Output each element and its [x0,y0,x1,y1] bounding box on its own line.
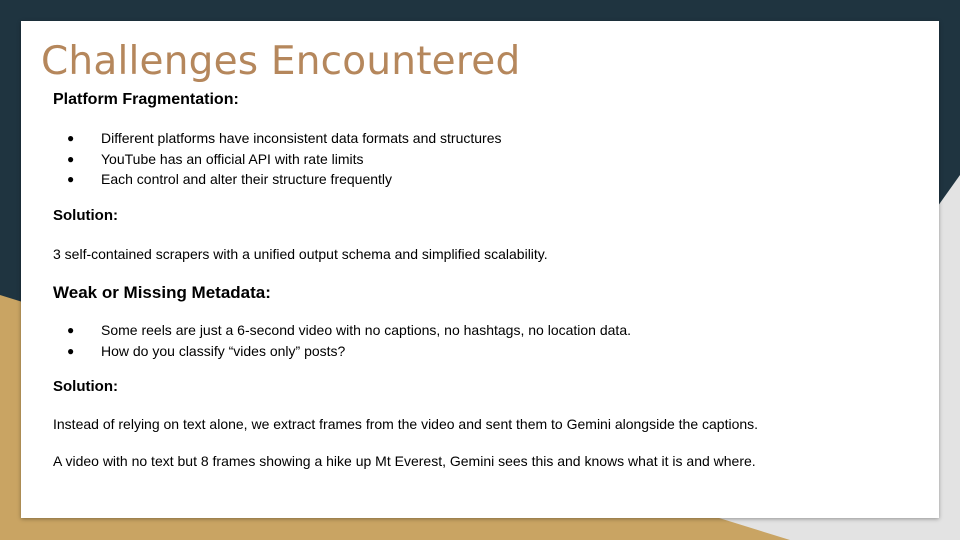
bullet-dot-icon: ● [67,131,75,145]
solution-label-2: Solution: [53,378,118,395]
solution-text-2a: Instead of relying on text alone, we extract frames from the video and sent them to Gemini alongside the captions. [53,416,759,432]
solution-text-1: 3 self-contained scrapers with a unified output schema and simplified scalability. [53,246,548,262]
list-item-text: Some reels are just a 6-second video with no captions, no hashtags, no location data. [101,322,631,338]
list-item-text: How do you classify “vides only” posts? [101,342,346,359]
bullet-list-weak-metadata [53,320,631,361]
bullet-dot-icon: ● [67,323,75,337]
solution-label-1: Solution: [53,207,118,224]
bullet-list-platform-fragmentation [53,128,502,190]
solution-text-2b: A video with no text but 8 frames showing a hike up Mt Everest, Gemini sees this and knows what it is and where. [53,453,756,469]
list-item-text: Each control and alter their structure frequently [101,171,393,187]
list-item-text: YouTube has an official API with rate limits [101,150,364,167]
slide-title: Challenges Encountered [41,39,521,84]
bullet-dot-icon: ● [67,172,75,186]
list-item [53,149,502,170]
bullet-dot-icon: ● [67,343,75,358]
section-heading-weak-metadata: Weak or Missing Metadata: [53,283,271,302]
list-item [53,128,502,149]
list-item [53,341,631,362]
slide-card [21,21,939,518]
section-heading-platform-fragmentation: Platform Fragmentation: [53,91,239,108]
list-item [53,169,502,190]
bullet-dot-icon: ● [67,151,75,166]
list-item [53,320,631,341]
list-item-text: Different platforms have inconsistent data formats and structures [101,130,502,146]
